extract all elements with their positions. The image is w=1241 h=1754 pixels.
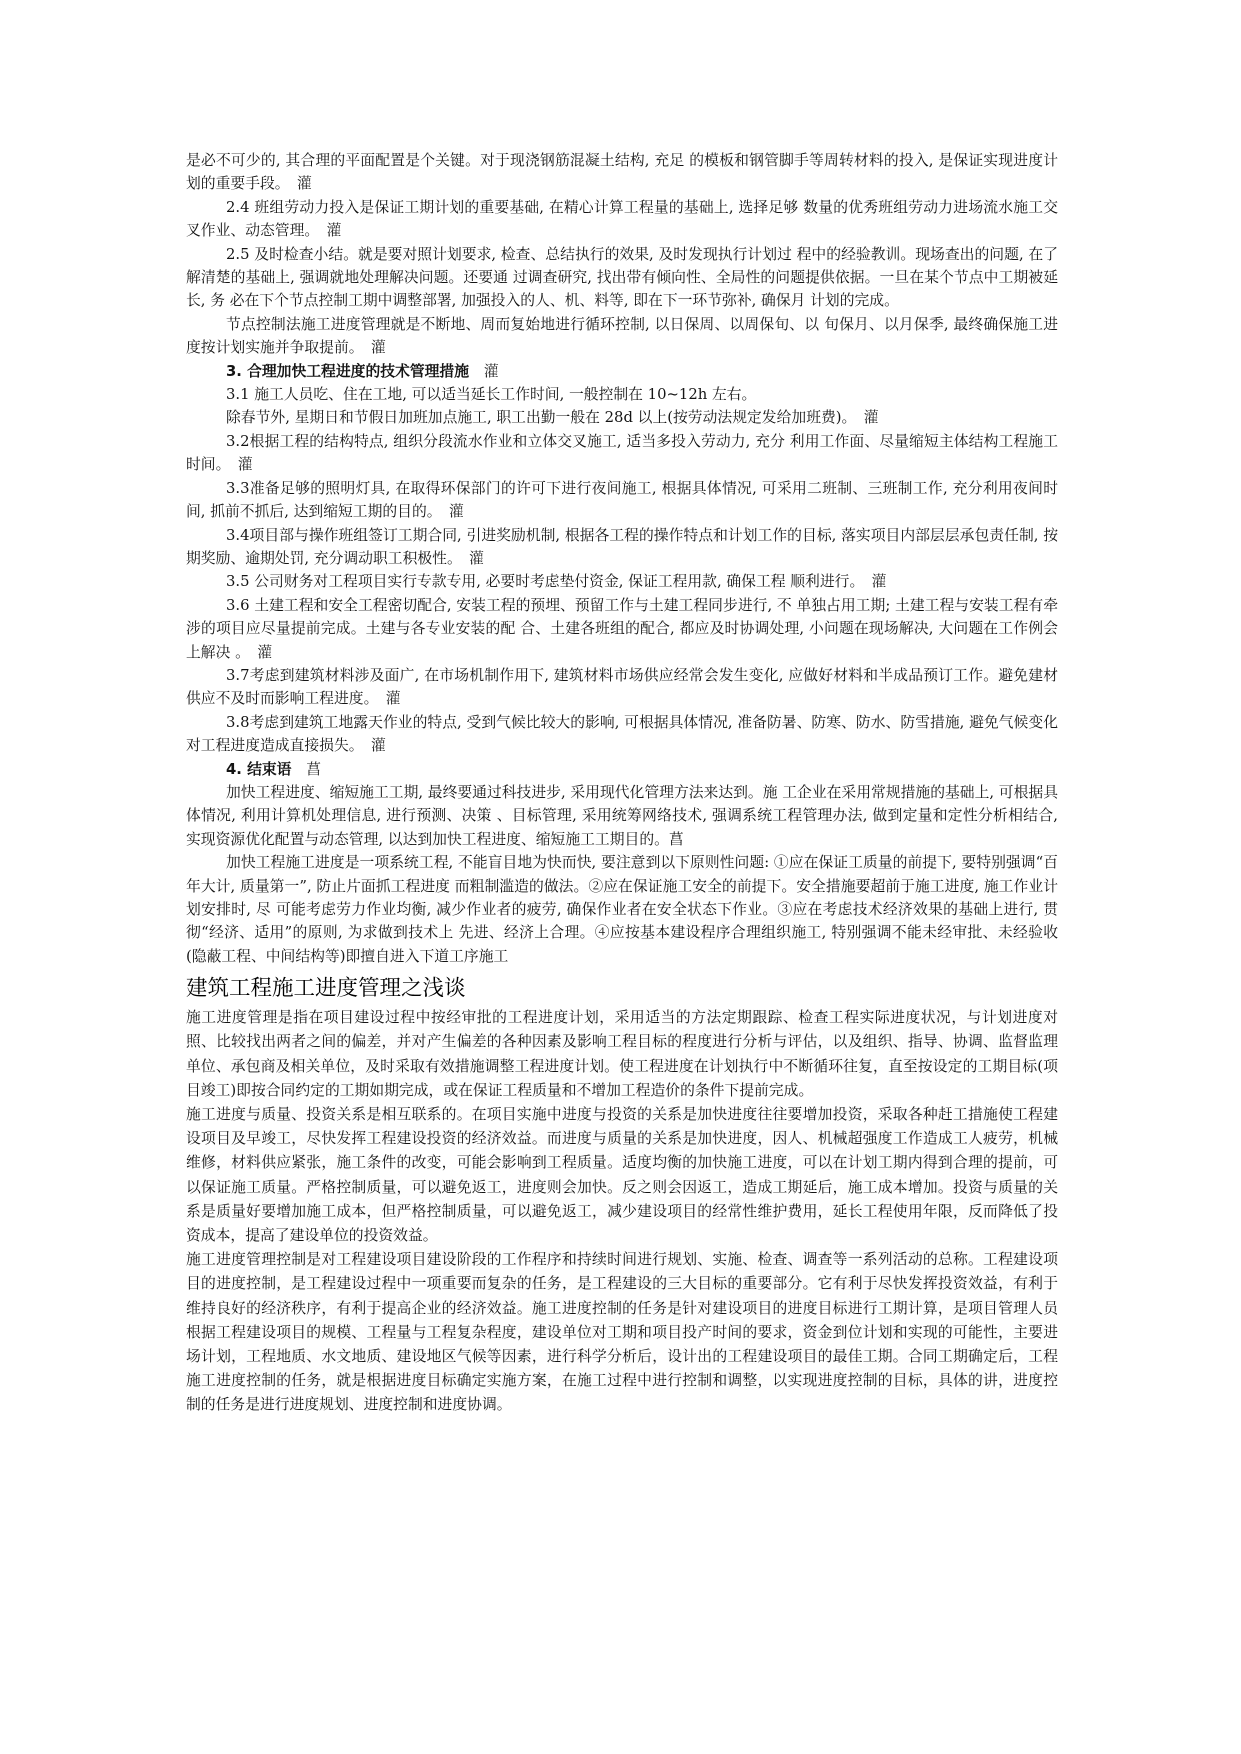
paragraph [186,570,1058,593]
section-previous-article [186,149,1058,968]
paragraph-mark: 灌 [871,573,887,591]
paragraph-mark: 菖 [306,760,322,778]
paragraph-text: 2.5 及时检查小结。就是要对照计划要求, 检查、总结执行的效果, 及时发现执行计划过 程中的经验教训。现场查出的问题, 在了解清楚的基础上, 强调就地处理解决问题。还要通 过调查研究, 找出带有倾向性、全局性的问题提供依据。一旦在某个节点中工期被延长, 务 必在下个节点控制工期中调整部署, 加强投入的人、机、料等, 即在下一环节弥补, 确保月 计划的完成。 [186,245,1058,310]
paragraph-text: 加快工程进度、缩短施工工期, 最终要通过科技进步, 采用现代化管理方法来达到。施 工企业在采用常规措施的基础上, 可根据具体情况, 利用计算机处理信息, 进行预测、决策 、目标管理, 采用统筹网络技术, 强调系统工程管理办法, 做到定量和定性分析相结合, 实现资源优化配置与动态管理, 以达到加快工程进度、缩短施工工期目的。菖 [186,783,1058,848]
paragraph-text: 3.2根据工程的结构特点, 组织分段流水作业和立体交叉施工, 适当多投入劳动力, 充分 利用工作面、尽量缩短主体结构工程施工时间。 [186,432,1058,474]
paragraph-mark: 灌 [448,503,464,521]
paragraph: 施工进度管理控制是对工程建设项目建设阶段的工作程序和持续时间进行规划、实施、检查、调查等一系列活动的总称。工程建设项目的进度控制，是工程建设过程中一项重要而复杂的任务，是工程建设的三大目标的重要部分。它有利于尽快发挥投资效益，有利于维持良好的经济秩序，有利于提高企业的经济效益。施工进度控制的任务是针对建设项目的进度目标进行工期计算，是项目管理人员根据工程建设项目的规模、工程量与工程复杂程度，建设单位对工期和项目投产时间的要求，资金到位计划和实现的可能性，主要进场计划，工程地质、水文地质、建设地区气候等因素，进行科学分析后，设计出的工程建设项目的最佳工期。合同工期确定后，工程施工进度控制的任务，就是根据进度目标确定实施方案，在施工过程中进行控制和调整，以实现进度控制的目标，具体的讲，进度控制的任务是进行进度规划、进度控制和进度协调。 [186,1251,1058,1414]
paragraph [186,406,1058,429]
paragraph-text: 2.4 班组劳动力投入是保证工期计划的重要基础, 在精心计算工程量的基础上, 选择足够 数量的优秀班组劳动力进场流水施工交叉作业、动态管理。 [186,198,1058,240]
paragraph-text: 是必不可少的, 其合理的平面配置是个关键。对于现浇钢筋混凝土结构, 充足 的模板和钢管脚手等周转材料的投入, 是保证实现进度计划的重要手段。 [186,152,1058,193]
paragraph-mark: 灌 [483,362,499,380]
paragraph-mark: 灌 [385,690,401,708]
paragraph: 施工进度管理是指在项目建设过程中按经审批的工程进度计划，采用适当的方法定期跟踪、检查工程实际进度状况，与计划进度对照、比较找出两者之间的偏差，并对产生偏差的各种因素及影响工程目标的程度进行分析与评估，以及组织、指导、协调、监督监理单位、承包商及相关单位，及时采取有效措施调整工程进度计划。使工程进度在计划执行中不断循环往复，直至按设定的工期目标(项目竣工)即按合同约定的工期如期完成，或在保证工程质量和不增加工程造价的条件下提前完成。 [186,1009,1058,1099]
paragraph-text: 3.1 施工人员吃、住在工地, 可以适当延长工作时间, 一般控制在 10~12h 左右。 [226,386,757,404]
paragraph [186,196,1058,243]
paragraph-text: 3.8考虑到建筑工地露天作业的特点, 受到气候比较大的影响, 可根据具体情况, 准备防暑、防寒、防水、防雪措施, 避免气候变化对工程进度造成直接损失。 [186,713,1058,755]
paragraph-mark: 灌 [297,175,312,193]
paragraph-text: 3.4项目部与操作班组签订工期合同, 引进奖励机制, 根据各工程的操作特点和计划工作的目标, 落实项目内部层层承包责任制, 按期奖励、逾期处罚, 充分调动职工积极性。 [186,526,1058,567]
paragraph [186,524,1058,571]
paragraph-text: 加快工程施工进度是一项系统工程, 不能盲目地为快而快, 要注意到以下原则性问题: ①应在保证工质量的前提下, 要特别强调“百年大计, 质量第一”, 防止片面抓工程进度 而粗制滥造的做法。②应在保证施工安全的前提下。安全措施要超前于施工进度, 施工作业计划安排时, 尽 可能考虑劳力作业均衡, 减少作业者的疲劳, 确保作业者在安全状态下作业。③应在考虑技术经济效果的基础上进行, 贯彻“经济、适用”的原则, 为求做到技术上 先进、经济上合理。④应按基本建设程序合理组织施工, 特别强调不能未经审批、未经验收 (隐蔽工程、中间结构等)即擅自进入下道工序施工 [186,854,1058,965]
paragraph [186,851,1058,968]
article-title: 建筑工程施工进度管理之浅谈 [186,976,466,1002]
paragraph [186,243,1058,313]
paragraph-mark: 灌 [257,643,273,661]
paragraph-text: 除春节外, 星期日和节假日加班加点施工, 职工出勤一般在 28d 以上(按劳动法规定发给加班费)。 [226,409,849,427]
paragraph-text: 节点控制法施工进度管理就是不断地、周而复始地进行循环控制, 以日保周、以周保旬、以 旬保月、以月保季, 最终确保施工进度按计划实施并争取提前。 [186,315,1058,357]
paragraph-text: 3.7考虑到建筑材料涉及面广, 在市场机制作用下, 建筑材料市场供应经常会发生变化, 应做好材料和半成品预订工作。避免建材供应不及时而影响工程进度。 [186,666,1058,708]
paragraph-text: 3.6 土建工程和安全工程密切配合, 安装工程的预埋、预留工作与土建工程同步进行, 不 单独占用工期; 土建工程与安装工程有牵涉的项目应尽量提前完成。土建与各专业安装的配 合、土建各班组的配合, 都应及时协调处理, 小问题在现场解决, 大问题在工作例会上解决 。 [186,596,1058,661]
section-heading [186,360,1058,383]
paragraph-mark: 灌 [370,339,386,357]
document-body [186,149,1058,1418]
paragraph [186,781,1058,851]
heading-text: 3. 合理加快工程进度的技术管理措施 [226,362,470,380]
paragraph [186,477,1058,524]
paragraph: 施工进度与质量、投资关系是相互联系的。在项目实施中进度与投资的关系是加快进度往往要增加投资，采取各种赶工措施使工程建设项目及早竣工，尽快发挥工程建设投资的经济效益。而进度与质量的关系是加快进度，因人、机械超强度工作造成工人疲劳，机械维修，材料供应紧张，施工条件的改变，可能会影响到工程质量。适度均衡的加快施工进度，可以在计划工期内得到合理的提前，可以保证施工质量。严格控制质量，可以避免返工，进度则会加快。反之则会因返工，造成工期延后，施工成本增加。投资与质量的关系是质量好要增加施工成本，但严格控制质量，可以避免返工，减少建设项目的经常性维护费用，延长工程使用年限，反而降低了投资成本，提高了建设单位的投资效益。 [186,1106,1058,1245]
paragraph-mark: 灌 [326,222,342,240]
paragraph [186,594,1058,664]
paragraph [186,149,1058,196]
section-article-body [186,1006,1058,1417]
paragraph [186,711,1058,758]
paragraph [186,664,1058,711]
paragraph-mark: 灌 [863,409,879,427]
paragraph-text: 3.5 公司财务对工程项目实行专款专用, 必要时考虑垫付资金, 保证工程用款, 确保工程 顺利进行。 [226,573,857,591]
paragraph [186,430,1058,477]
paragraph-mark: 灌 [370,737,386,755]
paragraph [186,383,1058,406]
section-heading [186,758,1058,781]
paragraph-text: 3.3准备足够的照明灯具, 在取得环保部门的许可下进行夜间施工, 根据具体情况, 可采用二班制、三班制工作, 充分利用夜间时间, 抓前不抓后, 达到缩短工期的目的。 [186,479,1058,521]
paragraph-mark: 灌 [469,549,484,567]
paragraph-mark: 灌 [237,456,253,474]
paragraph [186,313,1058,360]
heading-text: 4. 结束语 [226,760,292,778]
